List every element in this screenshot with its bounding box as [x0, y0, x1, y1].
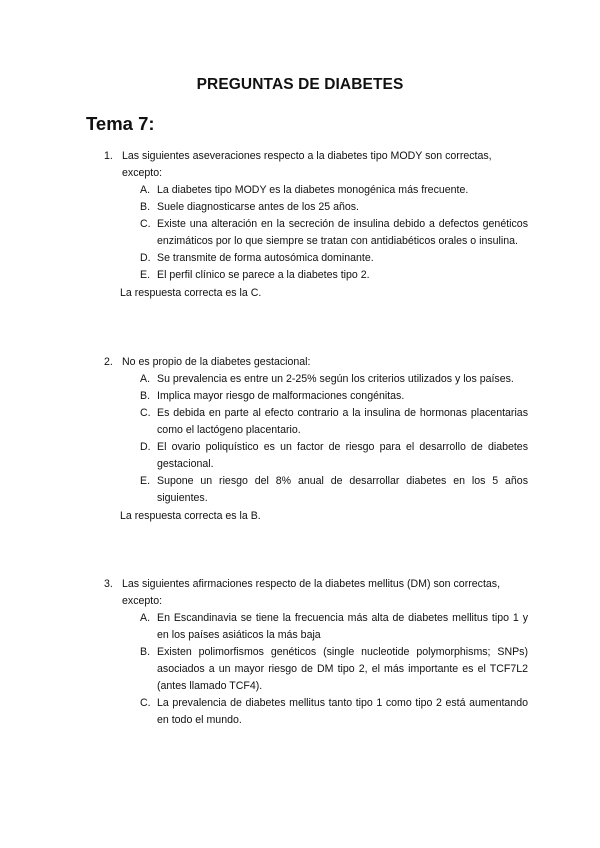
- option-letter: C.: [140, 407, 151, 419]
- option-text: En Escandinavia se tiene la frecuencia más alta de diabetes mellitus tipo 1 y en los países asiáticos la más baja: [157, 612, 528, 641]
- option-text: La diabetes tipo MODY es la diabetes monogénica más frecuente.: [157, 184, 469, 196]
- option-text: Se transmite de forma autosómica dominante.: [157, 252, 374, 264]
- option: [140, 267, 528, 284]
- question-text: Las siguientes afirmaciones respecto de la diabetes mellitus (DM) son correctas, excepto:: [122, 578, 501, 607]
- option-text: Existen polimorfismos genéticos (single nucleotide polymorphisms; SNPs) asociados a un mayor riesgo de DM tipo 2, el más importante es el TCF7L2 (antes llamado TCF4).: [157, 646, 528, 692]
- option-letter: B.: [140, 646, 151, 658]
- option: [140, 473, 528, 507]
- option-letter: E.: [140, 475, 151, 487]
- question-text: No es propio de la diabetes gestacional:: [122, 356, 311, 368]
- option: [140, 644, 528, 695]
- option: [140, 695, 528, 729]
- options-list: [104, 371, 528, 507]
- option: [140, 371, 528, 388]
- question-text: Las siguientes aseveraciones respecto a la diabetes tipo MODY son correctas, excepto:: [122, 150, 492, 179]
- option-letter: C.: [140, 697, 151, 709]
- answer-text: La respuesta correcta es la B.: [120, 510, 261, 522]
- option-letter: A.: [140, 612, 151, 624]
- question-number: 1.: [104, 150, 113, 162]
- option: [140, 216, 528, 250]
- option: [140, 199, 528, 216]
- question-1: [104, 148, 528, 302]
- option-text: El perfil clínico se parece a la diabetes tipo 2.: [157, 269, 370, 281]
- options-list: [104, 182, 528, 284]
- option-letter: C.: [140, 218, 151, 230]
- option-text: Supone un riesgo del 8% anual de desarrollar diabetes en los 5 años siguientes.: [157, 475, 528, 504]
- option: [140, 405, 528, 439]
- option-letter: A.: [140, 373, 151, 385]
- option-text: El ovario poliquístico es un factor de riesgo para el desarrollo de diabetes gestacional.: [157, 441, 528, 470]
- question-number: 3.: [104, 578, 113, 590]
- option: [140, 388, 528, 405]
- page-title: PREGUNTAS DE DIABETES: [196, 76, 404, 93]
- option-text: Existe una alteración en la secreción de insulina debido a defectos genéticos enzimáticos por lo que siempre se tratan con antidiabéticos orales o insulina.: [157, 218, 528, 247]
- answer-text: La respuesta correcta es la C.: [120, 287, 262, 299]
- option-letter: B.: [140, 390, 151, 402]
- option-letter: D.: [140, 441, 151, 453]
- option-text: La prevalencia de diabetes mellitus tanto tipo 1 como tipo 2 está aumentando en todo el mundo.: [157, 697, 528, 726]
- question-3: [104, 576, 528, 729]
- option-letter: A.: [140, 184, 151, 196]
- option-text: Suele diagnosticarse antes de los 25 años.: [157, 201, 360, 213]
- option-text: Implica mayor riesgo de malformaciones congénitas.: [157, 390, 405, 402]
- option-letter: B.: [140, 201, 151, 213]
- question-number: 2.: [104, 356, 113, 368]
- option: [140, 439, 528, 473]
- option-letter: E.: [140, 269, 151, 281]
- option: [140, 182, 528, 199]
- option: [140, 250, 528, 267]
- option-text: Es debida en parte al efecto contrario a la insulina de hormonas placentarias como el lactógeno placentario.: [157, 407, 528, 436]
- option-text: Su prevalencia es entre un 2-25% según los criterios utilizados y los países.: [157, 373, 514, 385]
- question-2: [104, 354, 528, 525]
- option-letter: D.: [140, 252, 151, 264]
- section-heading: Tema 7:: [86, 113, 155, 134]
- options-list: [104, 610, 528, 729]
- option: [140, 610, 528, 644]
